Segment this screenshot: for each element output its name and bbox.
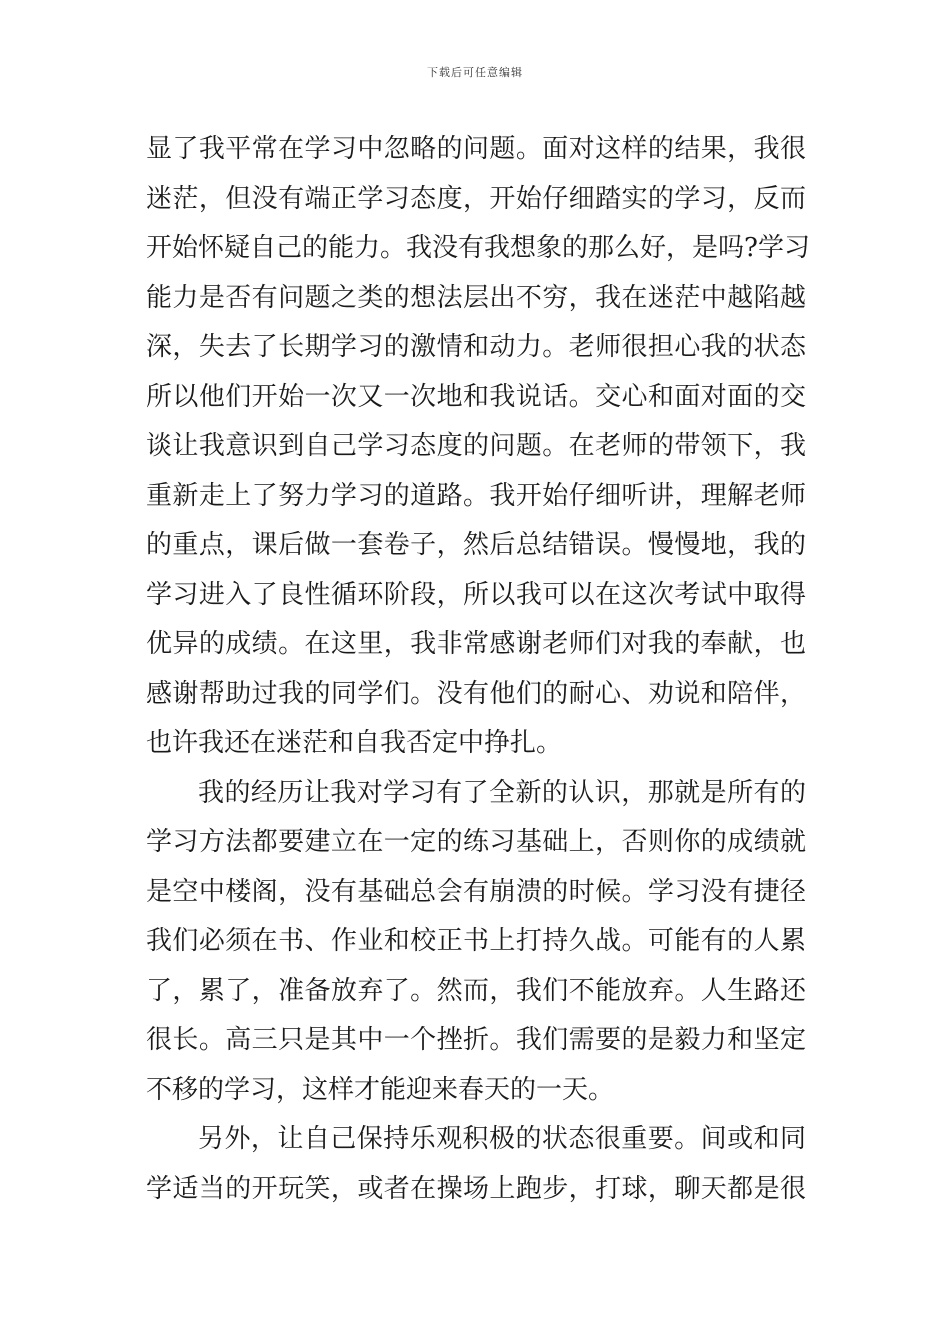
text-line: 开始怀疑自己的能力。我没有我想象的那么好，是吗?学习	[146, 233, 810, 263]
text-line: 深，失去了长期学习的激情和动力。老师很担心我的状态	[146, 332, 806, 362]
text-line: 能力是否有问题之类的想法层出不穷，我在迷茫中越陷越	[146, 282, 806, 313]
paragraph-1	[146, 125, 810, 769]
text-line: 的重点，课后做一套卷子，然后总结错误。慢慢地，我的	[146, 530, 806, 560]
text-line: 了，累了，准备放弃了。然而，我们不能放弃。人生路还	[146, 975, 806, 1006]
text-line: 另外，让自己保持乐观积极的状态很重要。间或和同	[198, 1124, 806, 1154]
text-line: 不移的学习，这样才能迎来春天的一天。	[146, 1074, 615, 1105]
paragraph-3	[146, 1115, 806, 1214]
text-line: 显了我平常在学习中忽略的问题。面对这样的结果，我很	[146, 134, 806, 164]
text-line: 学适当的开玩笑，或者在操场上跑步，打球，聊天都是很	[146, 1173, 806, 1204]
page-header: 下载后可任意编辑	[427, 66, 523, 79]
paragraph-2	[146, 769, 806, 1116]
text-line: 我的经历让我对学习有了全新的认识，那就是所有的	[198, 777, 806, 808]
text-line: 是空中楼阁，没有基础总会有崩溃的时候。学习没有捷径	[146, 876, 806, 907]
text-line: 重新走上了努力学习的道路。我开始仔细听讲，理解老师	[146, 480, 806, 511]
text-line: 优异的成绩。在这里，我非常感谢老师们对我的奉献，也	[146, 629, 806, 659]
text-line: 感谢帮助过我的同学们。没有他们的耐心、劝说和陪伴，	[146, 678, 806, 709]
text-line: 学习方法都要建立在一定的练习基础上，否则你的成绩就	[146, 827, 806, 857]
text-line: 所以他们开始一次又一次地和我说话。交心和面对面的交	[146, 381, 806, 412]
text-line: 谈让我意识到自己学习态度的问题。在老师的带领下，我	[146, 431, 806, 461]
text-line: 学习进入了良性循环阶段，所以我可以在这次考试中取得	[146, 579, 806, 610]
text-line: 也许我还在迷茫和自我否定中挣扎。	[146, 728, 563, 758]
text-line: 我们必须在书、作业和校正书上打持久战。可能有的人累	[146, 926, 806, 956]
text-line: 迷茫，但没有端正学习态度，开始仔细踏实的学习，反而	[146, 183, 806, 214]
document-body	[146, 125, 810, 1214]
text-line: 很长。高三只是其中一个挫折。我们需要的是毅力和坚定	[146, 1025, 806, 1055]
